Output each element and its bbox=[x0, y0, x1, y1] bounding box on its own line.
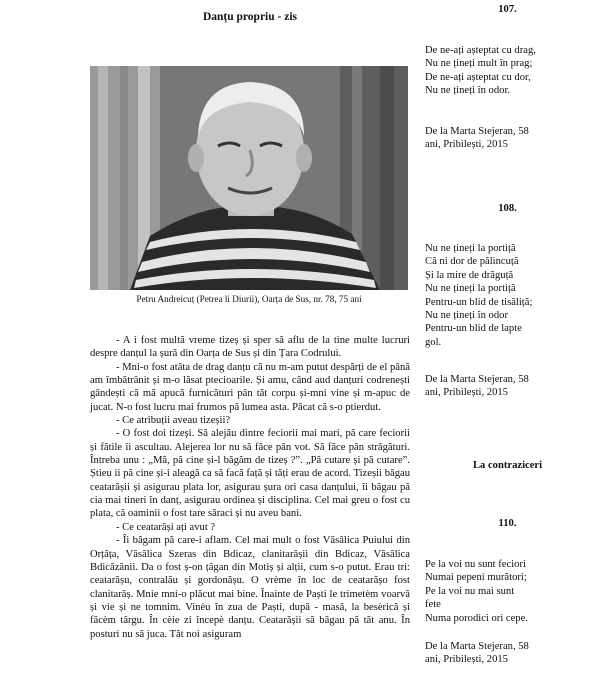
portrait-photo bbox=[90, 66, 408, 290]
verse-line: Nu ne țineți în odor. bbox=[425, 85, 511, 97]
verse-block bbox=[425, 558, 590, 625]
verse-line: Nu ne țineți mult în prag; bbox=[425, 58, 533, 70]
verse-line: Nu ne țineți în odor bbox=[425, 310, 508, 322]
verse-line: fete bbox=[425, 599, 441, 611]
verse-line: Pentru-un blid de lapte bbox=[425, 323, 522, 335]
verse-line: De ne-ați așteptat cu drag, bbox=[425, 45, 536, 56]
verse-line: Și la mire de drăguță bbox=[425, 269, 514, 281]
paragraph: - O fost doi tizeși. Să alejău dintre feciorii mai mari, pă care feciorii și fătile îi ascultau. Alejerea lor nu să făce pân vot. Să făce pân străgături. Întreba unu : „Mă, pă cine și-l băgăm de tizeș ?”. „Pă cutare și pă cutare”. Știeu ii pă cine și-i aleagă ca să facă față și tăți erau de acord. Tizeșii băgau ceatarășii și asigurau plata lor, asigurau șura ori casa danțului, îi băgau pă cia mai tineri în danț, asigurau ordinea și disciplina. Cel mai greu o fost cu plata, că oaminii o fost tare săraci și nu aveu bani. bbox=[90, 428, 410, 520]
verse-line: Că ni dor de pălincuță bbox=[425, 256, 519, 268]
interview-text bbox=[90, 334, 410, 641]
paragraph: - Îi băgam pă care-i aflam. Cel mai mult o fost Văsâlica Puiului din Orțâța, Văsâlica Szeras din Bdicaz, clanitarășii din Bdicaz, Văsâlica Bdicăzănii. Da o fost ș-on țâgan din Motiș și alții, cum s-o putut. Erau tri: ceatarășu, contralău și gordonășu. O vrème în loc de ceatarășo fost clanitarăș. Mnie mni-o plăcut mai bine. Înainte de Paști le trimetèm voarvă și vie și ne tomnim. Vinèu în zua de Paști, după - masă, la besèrică și făcèm târgu. În cèie zi începè danțu. Ceatarășii să băgau pă tăt anu. În posturi nu să juca. Tăt noi asiguram bbox=[90, 535, 410, 640]
verse-line: Pentru-un blid de tisăliță; bbox=[425, 296, 533, 308]
verse-line: Numai pepeni murători; bbox=[425, 572, 527, 584]
verse-block bbox=[425, 242, 590, 349]
verse-line: gol. bbox=[425, 336, 442, 348]
verse-source: De la Marta Stejeran, 58 ani, Pribilești, 2015 bbox=[425, 374, 529, 399]
paragraph: - Mni-o fost atâta de drag danțu că nu m-am putut despărți de el până am îmbătrânit și m-o lăsat ptecioarile. Și amu, când aud danțuri codrenești gândești că mă apucă furnicături pân tăt corpu și-mni vine și m-apuc de jucat. N-o fost lucru mai frumos pă lumea asta. Păcat că s-o ptierdut. bbox=[90, 361, 410, 413]
verse-number: 107. bbox=[498, 4, 517, 15]
portrait-illustration bbox=[90, 66, 408, 290]
photo-caption: Petru Andreicuț (Petrea li Diurii), Oarța de Sus, nr. 78, 75 ani bbox=[136, 294, 362, 304]
verse-source: De la Marta Stejeran, 58 ani, Pribilești, 2015 bbox=[425, 641, 529, 666]
paragraph: - Ce atribuții aveau tizeșii? bbox=[116, 415, 231, 427]
page-title: Danțu propriu - zis bbox=[202, 11, 298, 23]
verse-line: Pe la voi nu sunt feciori bbox=[425, 559, 526, 570]
section-heading: La contraziceri bbox=[472, 460, 543, 471]
verse-source: De la Marta Stejeran, 58 ani, Pribilești, 2015 bbox=[425, 126, 529, 151]
verse-line: Numa porodici ori cepe. bbox=[425, 612, 528, 624]
verse-line: Pe la voi nu mai sunt bbox=[425, 585, 515, 597]
verse-line: Nu ne țineți la portiță bbox=[425, 283, 516, 295]
verse-line: De ne-ați așteptat cu dor, bbox=[425, 71, 531, 83]
paragraph: - A i fost multă vreme tizeș și sper să aflu de la tine multe lucruri despre danțul la șură din Oarța de Sus și din Țara Codrului. bbox=[90, 335, 410, 360]
verse-number: 108. bbox=[498, 203, 517, 214]
paragraph: - Ce ceatarăși ați avut ? bbox=[116, 521, 216, 533]
verse-line: Nu ne țineți la portiță bbox=[425, 243, 516, 254]
verse-number: 110. bbox=[498, 518, 517, 529]
verse-block bbox=[425, 44, 590, 98]
